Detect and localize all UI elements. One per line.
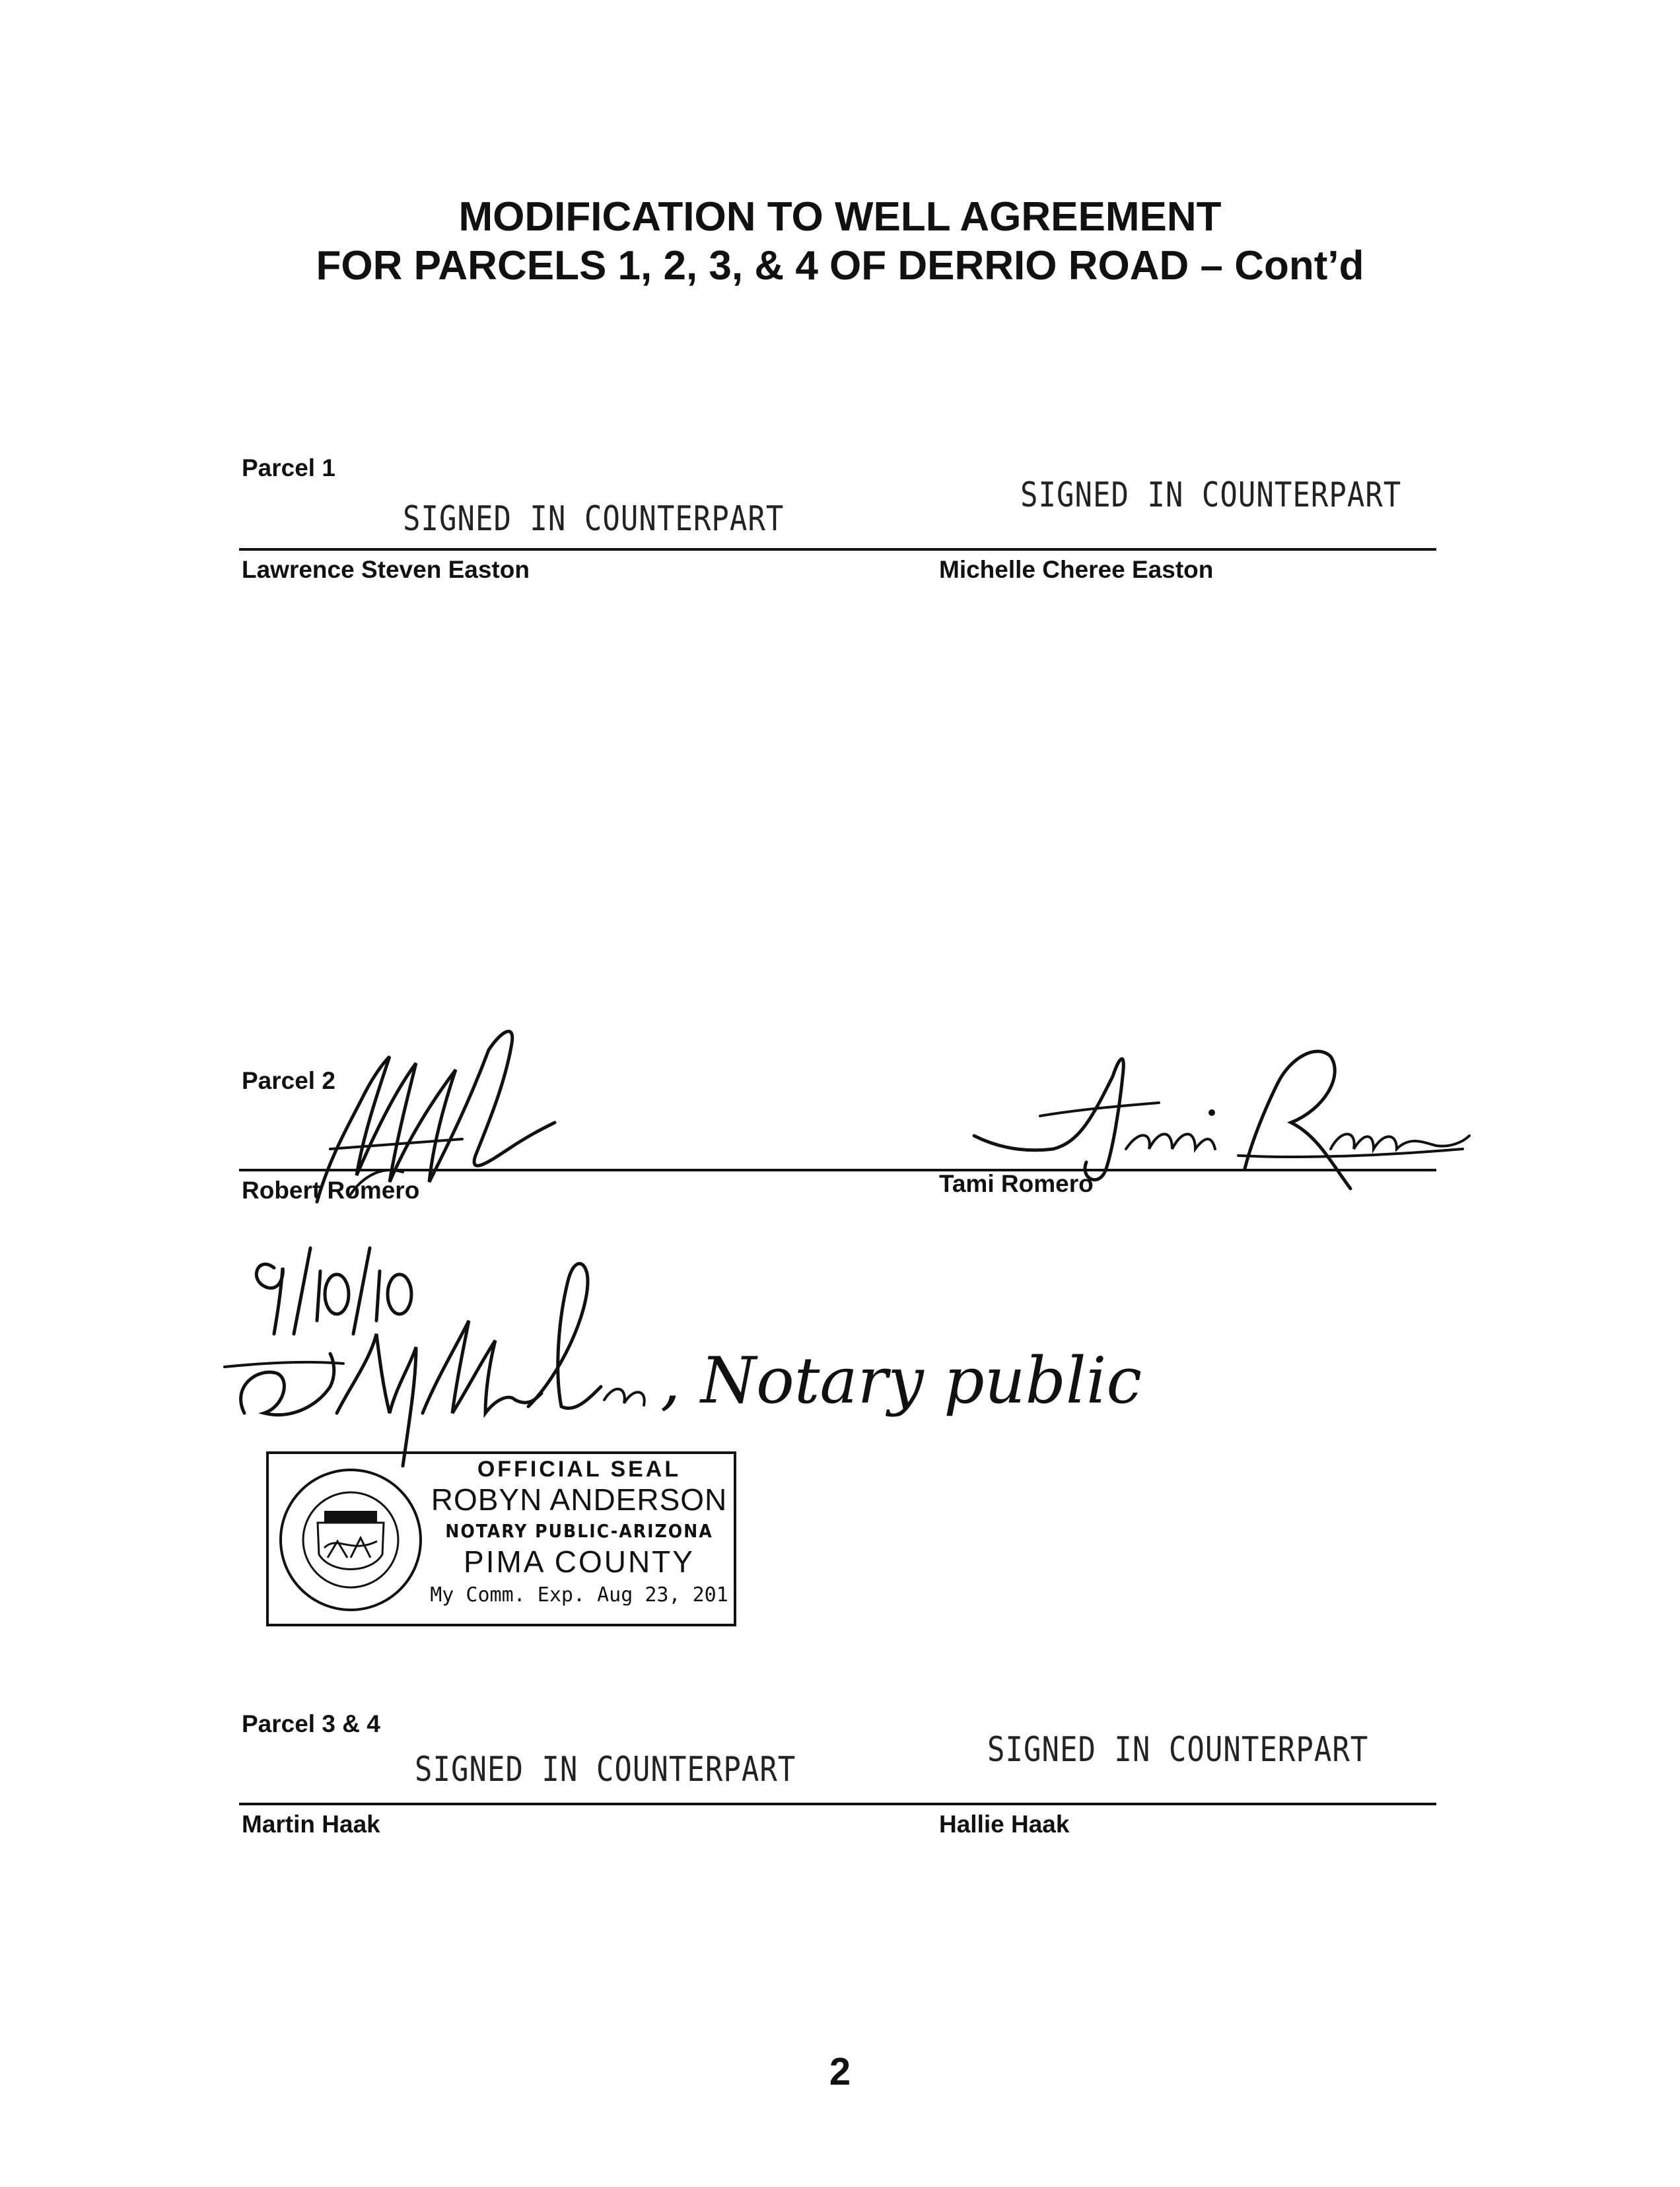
notary-seal-stamp	[266, 1451, 736, 1626]
parcel34-signature-line	[239, 1803, 1436, 1805]
parcel1-left-stamp: SIGNED IN COUNTERPART	[403, 499, 785, 539]
tami-romero-signature	[961, 1037, 1476, 1215]
parcel1-signature-line	[239, 548, 1436, 551]
page-number: 2	[829, 2050, 851, 2093]
parcel34-left-stamp: SIGNED IN COUNTERPART	[415, 1750, 796, 1790]
seal-line-county: PIMA COUNTY	[464, 1545, 695, 1579]
arizona-state-seal-emblem	[278, 1462, 423, 1618]
parcel1-right-name: Michelle Cheree Easton	[939, 556, 1214, 583]
document-title-line1: MODIFICATION TO WELL AGREEMENT	[458, 194, 1222, 240]
parcel34-right-name: Hallie Haak	[939, 1811, 1070, 1838]
parcel34-left-name: Martin Haak	[242, 1811, 380, 1838]
parcel2-right-name: Tami Romero	[939, 1170, 1094, 1197]
parcel34-right-stamp: SIGNED IN COUNTERPART	[987, 1730, 1369, 1770]
seal-line-notary: NOTARY PUBLIC-ARIZONA	[445, 1520, 713, 1542]
document-title-line2: FOR PARCELS 1, 2, 3, & 4 OF DERRIO ROAD – Cont’d	[316, 243, 1364, 289]
parcel1-left-name: Lawrence Steven Easton	[242, 556, 530, 583]
robert-romero-signature	[291, 1024, 568, 1215]
parcel1-label: Parcel 1	[242, 454, 335, 481]
notary-public-text: , Notary public	[660, 1344, 1142, 1418]
parcel2-left-name: Robert Romero	[242, 1177, 420, 1204]
seal-line-name: ROBYN ANDERSON	[431, 1482, 728, 1517]
parcel34-label: Parcel 3 & 4	[242, 1710, 380, 1737]
parcel2-label: Parcel 2	[242, 1067, 335, 1094]
notary-date	[0, 0, 1, 1]
seal-line-official: OFFICIAL SEAL	[477, 1457, 682, 1482]
parcel1-right-stamp: SIGNED IN COUNTERPART	[1020, 475, 1402, 516]
robyn-anderson-signature	[218, 1255, 680, 1473]
seal-line-commission: My Comm. Exp. Aug 23, 201	[430, 1583, 728, 1607]
